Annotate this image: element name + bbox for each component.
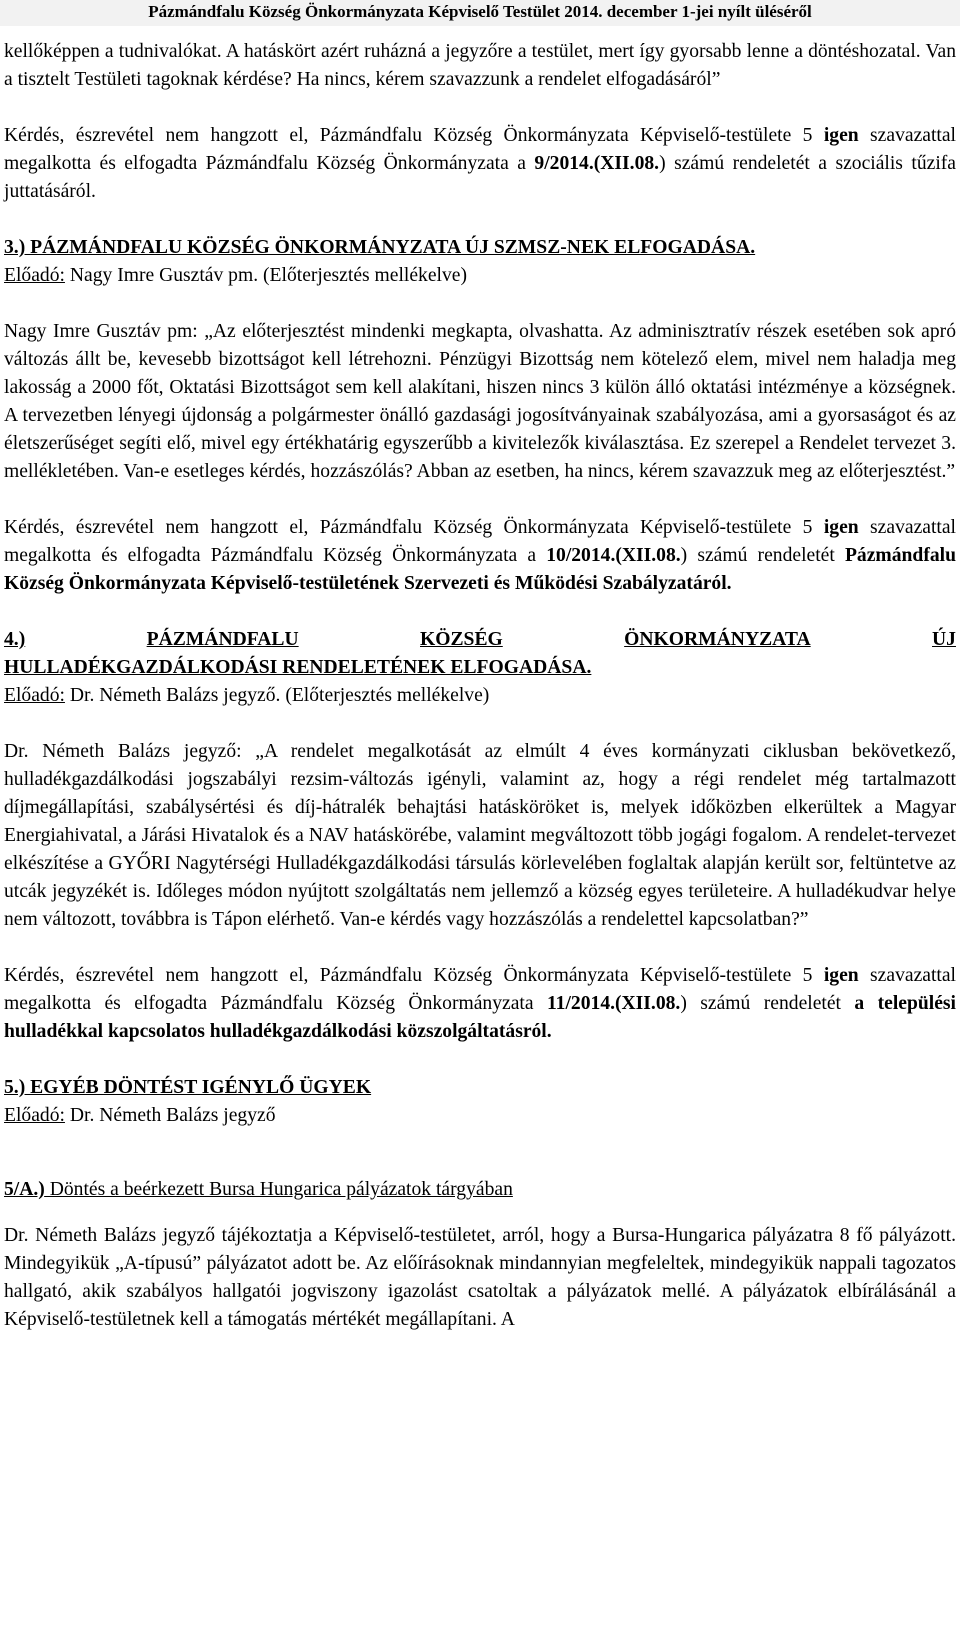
vote-text-rest: ) számú rendeletét a szociális tűzifa juttatásáról. [4, 153, 957, 202]
subsection-label: 5/A.) [4, 1179, 45, 1200]
vote-text: Kérdés, észrevétel nem hangzott el, Pázmándfalu Község Önkormányzata Képviselő-testülete 5 [4, 125, 824, 146]
heading-word: KÖZSÉG [420, 629, 503, 650]
section-4-heading-line1 [4, 626, 956, 654]
section-4-presenter [4, 682, 956, 710]
decree-title: a települési hulladékkal kapcsolatos hulladékgazdálkodási közszolgáltatásról. [4, 993, 957, 1042]
heading-word: ÚJ [932, 629, 956, 650]
heading-word: ÖNKORMÁNYZATA [624, 629, 811, 650]
vote-igen: igen [823, 125, 859, 146]
section-3-presenter [4, 262, 956, 290]
vote-result-2 [4, 514, 956, 598]
section-3-heading: 3.) PÁZMÁNDFALU KÖZSÉG ÖNKORMÁNYZATA ÚJ SZMSZ-NEK ELFOGADÁSA. [4, 237, 756, 258]
section-5-presenter [4, 1102, 956, 1130]
presenter-label: Előadó: [4, 685, 65, 706]
presenter-label: Előadó: [4, 265, 65, 286]
heading-word: PÁZMÁNDFALU [146, 629, 299, 650]
running-header: Pázmándfalu Község Önkormányzata Képviselő Testület 2014. december 1-jei nyílt üléséről [0, 0, 960, 26]
vote-igen: igen [823, 965, 859, 986]
vote-igen: igen [823, 517, 859, 538]
presenter-label: Előadó: [4, 1105, 65, 1126]
section-4-heading-line2: HULLADÉKGAZDÁLKODÁSI RENDELETÉNEK ELFOGADÁSA. [4, 657, 592, 678]
section-3-speech: Nagy Imre Gusztáv pm: „Az előterjesztést mindenki megkapta, olvashatta. Az adminisztratív részek esetében sok apró változás állt be, kevesebb bizottságot kell létrehozni. Pénzügyi Bizottság nem kötelező elem, mivel nem haladja meg lakosság a 2000 főt, Oktatási Bizottságot sem kell alakítani, hiszen nincs 3 külön álló oktatási intézménye a községnek. A tervezetben lényegi újdonság a polgármester önálló gazdasági jogosítványainak szabályozása, ami a gyorsaságot és az életszerűséget segíti elő, mivel egy értékhatárig egyszerűbb a kivitelezők kiválasztása. Ez szerepel a Rendelet tervezet 3. mellékletében. Van-e esetleges kérdés, hozzászólás? Abban az esetben, ha nincs, kérem szavazzuk meg az előterjesztést.” [4, 321, 956, 482]
subsection-5a-text: Dr. Németh Balázs jegyző tájékoztatja a Képviselő-testületet, arról, hogy a Bursa-Hungarica pályázatra 8 fő pályázott. Mindegyikük „A-típusú” pályázatot adott be. Az előírásoknak mindannyian megfeleltek, mindegyikük nappali tagozatos hallgató, akik szabályos hallgatói jogviszony igazolást csatoltak a pályázatok mellé. A pályázatok elbírálásánál a Képviselő-testületnek kell a támogatás mértékét megállapítani. A [4, 1225, 956, 1330]
vote-text: Kérdés, észrevétel nem hangzott el, Pázmándfalu Község Önkormányzata Képviselő-testülete 5 [4, 517, 824, 538]
decree-number: 10/2014.(XII.08. [546, 545, 681, 566]
section-4-speech: Dr. Németh Balázs jegyző: „A rendelet megalkotását az elmúlt 4 éves kormányzati ciklusban bekövetkező, hulladékgazdálkodási jogszabályi rezsim-változás igényli, valamint az, hogy a régi rendelet még tartalmazott díjmegállapítási, szabálysértési és díj-hátralék behajtási hatásköröket is, melyek időközben elkerültek a Magyar Energiahivatal, a Járási Hivatalok és a NAV hatáskörébe, valamint megváltozott több jogági fogalom. A rendelet-tervezet elkészítése a GYŐRI Nagytérségi Hulladékgazdálkodási társulás körlevelében foglaltak alapján került sor, feltüntetve az utcák jegyzékét is. Időleges módon nyújtott szolgáltatás nem jellemző a község egyes területeire. A hulladékudvar helye nem változott, továbbra is Tápon elérhető. Van-e kérdés vagy hozzászólás a rendelettel kapcsolatban?” [4, 741, 956, 930]
section-5-heading: 5.) EGYÉB DÖNTÉST IGÉNYLŐ ÜGYEK [4, 1077, 372, 1098]
vote-text-rest: ) számú rendeletét [680, 993, 855, 1014]
decree-number: 11/2014.(XII.08. [546, 993, 681, 1014]
presenter-name: Dr. Németh Balázs jegyző. (Előterjesztés mellékelve) [64, 685, 490, 706]
vote-text-mid: szavazattal megalkotta és elfogadta Pázmándfalu Község Önkormányzata a [4, 517, 956, 566]
decree-number: 9/2014.(XII.08. [534, 153, 660, 174]
vote-text-mid: szavazattal megalkotta és elfogadta Pázmándfalu Község Önkormányzata [4, 965, 956, 1014]
subsection-5a-heading [4, 1176, 956, 1204]
document-body [4, 38, 956, 1334]
subsection-title: Döntés a beérkezett Bursa Hungarica pályázatok tárgyában [44, 1179, 513, 1200]
vote-text: Kérdés, észrevétel nem hangzott el, Pázmándfalu Község Önkormányzata Képviselő-testülete 5 [4, 965, 824, 986]
decree-title: Pázmándfalu Község Önkormányzata Képviselő-testületének Szervezeti és Működési Szabályzatáról. [4, 545, 956, 594]
presenter-name: Dr. Németh Balázs jegyző [64, 1105, 276, 1126]
paragraph-continuation: kellőképpen a tudnivalókat. A hatáskört azért ruházná a jegyzőre a testület, mert így gyorsabb lenne a döntéshozatal. Van a tisztelt Testületi tagoknak kérdése? Ha nincs, kérem szavazzunk a rendelet elfogadásáról” [4, 41, 956, 90]
heading-word: 4.) [4, 629, 26, 650]
presenter-name: Nagy Imre Gusztáv pm. (Előterjesztés mellékelve) [64, 265, 468, 286]
vote-result-3 [4, 962, 956, 1046]
vote-text-mid: szavazattal megalkotta és elfogadta Pázmándfalu Község Önkormányzata a [4, 125, 956, 174]
vote-result-1 [4, 122, 956, 206]
vote-text-rest: ) számú rendeletét [680, 545, 845, 566]
